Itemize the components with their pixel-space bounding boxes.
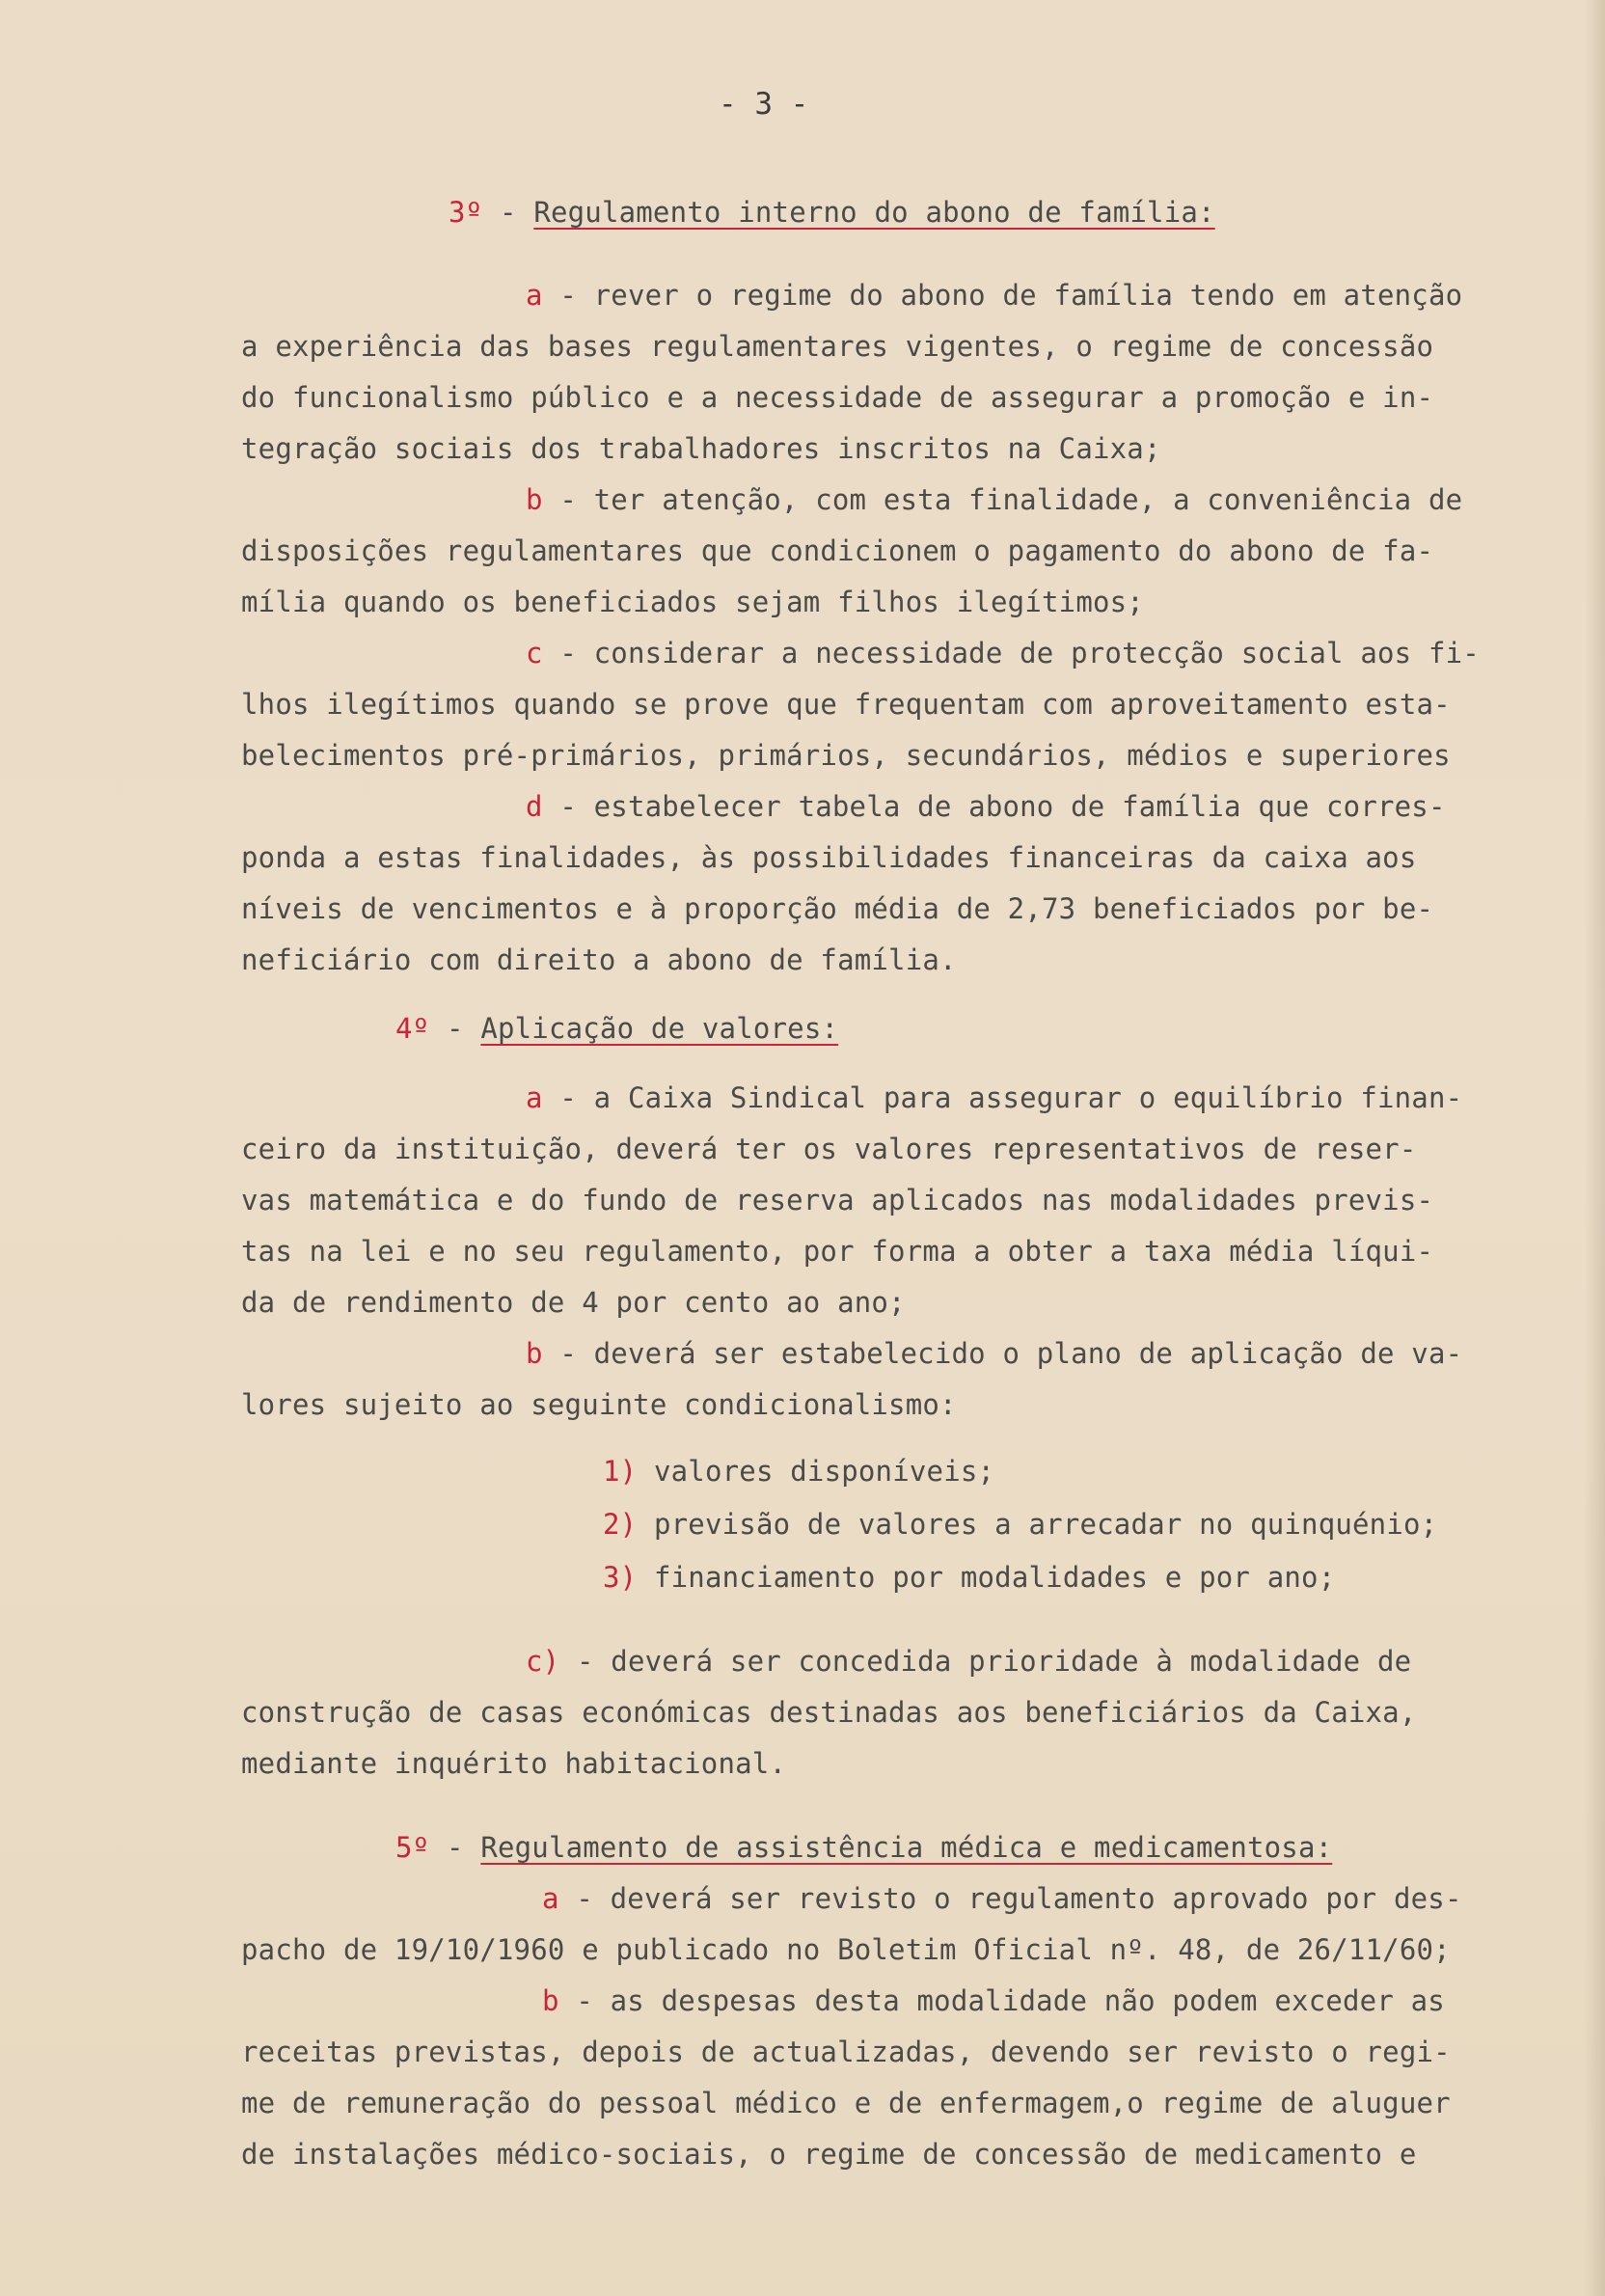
section5-item-b: b - as despesas desta modalidade não podem exceder as bbox=[542, 1984, 1445, 2017]
text-line: a experiência das bases regulamentares vigentes, o regime de concessão bbox=[241, 330, 1434, 363]
section5-title: Regulamento de assistência médica e medicamentosa: bbox=[480, 1831, 1333, 1864]
text-line: da de rendimento de 4 por cento ao ano; bbox=[241, 1286, 906, 1319]
text-line: mília quando os beneficiados sejam filhos ilegítimos; bbox=[241, 586, 1144, 618]
section5-item-a: a - deverá ser revisto o regulamento aprovado por des- bbox=[542, 1882, 1462, 1915]
section3-item-c: c - considerar a necessidade de protecção social aos fi- bbox=[526, 637, 1480, 670]
section4-number: 4º bbox=[395, 1012, 430, 1045]
text-line: níveis de vencimentos e à proporção média de 2,73 beneficiados por be- bbox=[241, 892, 1434, 925]
section3-item-b: b - ter atenção, com esta finalidade, a conveniência de bbox=[526, 483, 1463, 516]
text-line: vas matemática e do fundo de reserva aplicados nas modalidades previs- bbox=[241, 1184, 1434, 1216]
text-line: lores sujeito ao seguinte condicionalismo: bbox=[241, 1388, 957, 1421]
section3-heading: 3º - Regulamento interno do abono de família: bbox=[449, 196, 1215, 229]
page-edge-shadow bbox=[1584, 0, 1605, 2296]
section4-item-c: c) - deverá ser concedida prioridade à modalidade de bbox=[526, 1645, 1412, 1678]
section3-title: Regulamento interno do abono de família: bbox=[533, 196, 1215, 229]
text-line: tas na lei e no seu regulamento, por forma a obter a taxa média líqui- bbox=[241, 1235, 1434, 1268]
text-line: tegração sociais dos trabalhadores inscritos na Caixa; bbox=[241, 432, 1161, 465]
sublist-item: 2) previsão de valores a arrecadar no quinquénio; bbox=[603, 1508, 1438, 1541]
text-line: neficiário com direito a abono de família. bbox=[241, 943, 957, 976]
text-line: lhos ilegítimos quando se prove que frequentam com aproveitamento esta- bbox=[241, 688, 1451, 721]
page-number: - 3 - bbox=[719, 87, 809, 122]
text-line: receitas previstas, depois de actualizadas, devendo ser revisto o regi- bbox=[241, 2036, 1451, 2068]
section5-heading: 5º - Regulamento de assistência médica e medicamentosa: bbox=[395, 1831, 1333, 1864]
text-line: disposições regulamentares que condicionem o pagamento do abono de fa- bbox=[241, 534, 1434, 567]
text-line: mediante inquérito habitacional. bbox=[241, 1747, 787, 1780]
sublist-item: 1) valores disponíveis; bbox=[603, 1455, 995, 1488]
text-line: do funcionalismo público e a necessidade de assegurar a promoção e in- bbox=[241, 381, 1434, 414]
text-line: ponda a estas finalidades, às possibilidades financeiras da caixa aos bbox=[241, 841, 1417, 874]
section4-title: Aplicação de valores: bbox=[480, 1012, 839, 1045]
section4-heading: 4º - Aplicação de valores: bbox=[395, 1012, 839, 1045]
section3-item-d: d - estabelecer tabela de abono de família que corres- bbox=[526, 790, 1446, 823]
section4-item-b: b - deverá ser estabelecido o plano de aplicação de va- bbox=[526, 1337, 1463, 1370]
sublist-item: 3) financiamento por modalidades e por ano; bbox=[603, 1561, 1336, 1594]
section3-number: 3º bbox=[449, 196, 483, 229]
section5-number: 5º bbox=[395, 1831, 430, 1864]
text-line: ceiro da instituição, deverá ter os valores representativos de reser- bbox=[241, 1133, 1417, 1165]
text-line: construção de casas económicas destinadas aos beneficiários da Caixa, bbox=[241, 1696, 1417, 1729]
text-line: de instalações médico-sociais, o regime de concessão de medicamento e bbox=[241, 2138, 1417, 2171]
text-line: pacho de 19/10/1960 e publicado no Boletim Oficial nº. 48, de 26/11/60; bbox=[241, 1933, 1451, 1966]
section3-item-a: a - rever o regime do abono de família tendo em atenção bbox=[526, 279, 1463, 312]
text-line: me de remuneração do pessoal médico e de enfermagem,o regime de aluguer bbox=[241, 2087, 1451, 2119]
text-line: belecimentos pré-primários, primários, secundários, médios e superiores bbox=[241, 739, 1451, 772]
section4-item-a: a - a Caixa Sindical para assegurar o equilíbrio finan- bbox=[526, 1081, 1463, 1114]
